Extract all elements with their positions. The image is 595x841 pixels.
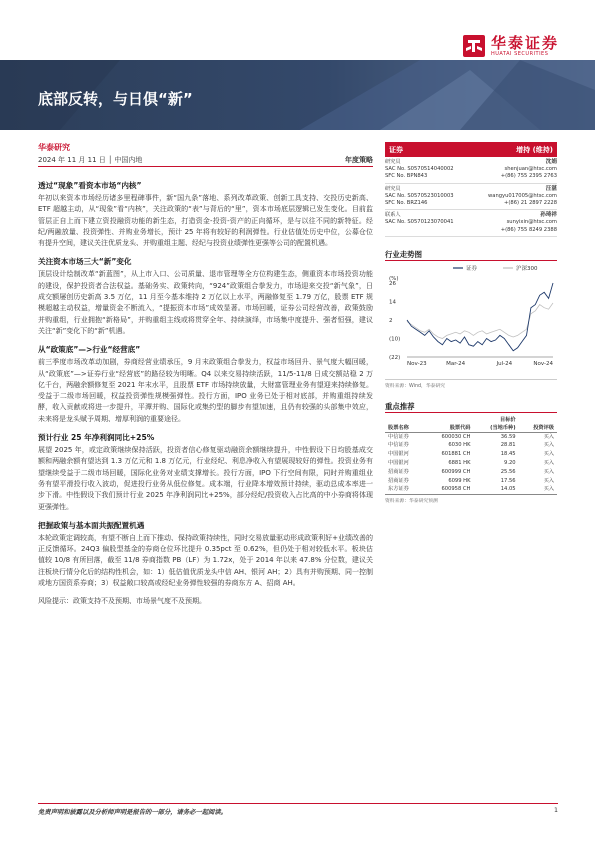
section-4	[38, 432, 373, 513]
analyst-name: 沈娟	[545, 159, 557, 165]
logo-name-en: HUATAI SECURITIES	[490, 51, 549, 57]
analyst-role: 研究员	[385, 185, 401, 192]
section-body: 展望 2025 年，或定政策继续保持活跃，投资者信心修复驱动融资余额继续提升，中性假设下日均股基成交额和两融余额有望达到 1.3 万亿元和 1.8 万亿元，行业经纪、利息净收入有望展现较好的弹性。投资业务有望继续受益于二级市场回暖，国际化业务对业绩支撑增长。投行方面，IPO 下行空间有限，同时并购重组业务有望平滑投行收入波动，促进投行业务从低位修复。成本端，行业降本增效预计持续，驱动总成本率进一步下滑。中性假设下我们预计行业 2025 年净利润同比+25%，部分经纪/投资收入占比高的中小券商将体现更强弹性。	[38, 446, 373, 511]
cell-price: 14.05	[473, 486, 518, 495]
analyst-email[interactable]: wangyu017005@htsc.com	[488, 192, 557, 199]
cell-name: 中信证券	[388, 442, 409, 449]
analyst-sfc: SFC No. BPN843	[385, 173, 428, 180]
page-footer	[38, 803, 558, 816]
cell-name: 中国银河	[388, 460, 409, 467]
risk-warning: 风险提示：政策支持不及预期、市场景气度不及预期。	[38, 597, 206, 606]
cell-code: 600999 CH	[441, 468, 471, 475]
report-title: 底部反转，与日俱“新”	[38, 90, 193, 108]
y-tick-label: 14	[389, 299, 396, 306]
section-title: 关注资本市场三大“新”变化	[38, 257, 132, 267]
table-row	[385, 432, 557, 441]
y-axis-label: (%)	[389, 275, 399, 282]
analyst-card	[385, 210, 557, 237]
x-tick-label: Nov-24	[533, 360, 553, 367]
section-2	[38, 256, 373, 337]
cell-name: 东方证券	[385, 486, 423, 495]
cell-rating: 买入	[543, 442, 554, 449]
industry-trend-chart	[385, 261, 557, 379]
rating-header	[385, 142, 557, 157]
cell-rating: 买入	[543, 460, 554, 467]
report-date-region: 2024 年 11 月 11 日 │ 中国内地	[38, 156, 143, 164]
sidebar	[385, 142, 557, 504]
section-title: 把握政策与基本面共振配置机遇	[38, 520, 145, 530]
chart-source: 资料来源：Wind，华泰研究	[385, 379, 557, 389]
table-row	[385, 459, 557, 468]
x-tick-label: Jul-24	[496, 360, 513, 367]
cell-price: 25.56	[500, 468, 516, 475]
analyst-sac: SAC No. S0570523010003	[385, 192, 454, 199]
meta-line	[38, 155, 373, 167]
cell-rating: 买入	[543, 477, 554, 484]
section-body: 年初以来资本市场经历诸多里程碑事件，新“国九条”落地、系列改革政策、创新工具支持、交投历史新高、ETF 超越主动，从“现象”看“内核”，关注政策的“表”与背后的“里”，资本市场底层逻辑已发生变化。目前监管层正自上而下建立资投融资功能的新生态，打造资金-投资-资产的正向循环，是与以往不同的新特征。经纪/两融放量、投资弹性、并购业务增长，预计 25 年将有较好的利润弹性。行业估值处历史中位，公募仓位有提升空间，建议关注优质龙头、并购重组主题、经纪与投资业绩弹性更强等公司的配置机遇。	[38, 194, 373, 248]
table-row	[385, 477, 557, 486]
analyst-phone: +(86) 755 8249 2388	[500, 226, 557, 233]
header-rating: 投资评级	[519, 424, 557, 433]
cell-price: 36.59	[500, 433, 516, 440]
main-content	[38, 180, 373, 607]
chart-title: 行业走势图	[385, 249, 557, 261]
y-tick-label: 26	[389, 280, 396, 287]
cell-rating: 买入	[543, 468, 554, 475]
legend-label: 沪深300	[516, 265, 538, 272]
cell-name: 招商证券	[388, 468, 409, 475]
huatai-logo-icon	[462, 34, 486, 58]
section-title: 透过“现象”看资本市场“内核”	[38, 181, 142, 190]
analyst-sac: SAC No. S0570123070041	[385, 219, 454, 226]
page-number: 1	[553, 807, 558, 814]
section-1	[38, 180, 373, 249]
analyst-sfc: SFC No. BRZ146	[385, 200, 428, 207]
table-header-group-row	[385, 416, 557, 424]
table-row	[385, 450, 557, 459]
cell-code: 600030 CH	[441, 433, 471, 440]
section-5	[38, 520, 373, 589]
section-3	[38, 344, 373, 425]
header-target-price: 目标价	[500, 417, 516, 424]
cell-rating: 买入	[543, 451, 554, 458]
analyst-card	[385, 157, 557, 184]
cell-name: 中国银河	[388, 451, 409, 458]
table-source: 资料来源：华泰研究预测	[385, 499, 438, 505]
cell-code: 6881 HK	[448, 460, 471, 467]
header-currency: (当地币种)	[473, 424, 518, 433]
recommend-table	[385, 416, 557, 496]
research-brand: 华泰研究	[38, 143, 70, 152]
series-line-sector	[407, 283, 553, 351]
rating-label: 增持 (维持)	[516, 145, 553, 154]
cell-code: 600958 CH	[423, 486, 473, 495]
sector-tag: 证券	[38, 48, 54, 57]
header-stock-name: 股票名称	[385, 424, 423, 433]
analyst-name: 孙琦祥	[540, 212, 557, 219]
section-body: 本轮政策定调较高，有望不断自上而下推动、保持政策持续性，同时交易放量驱动形成政策利好+业绩改善的正反馈循环。24Q3 偏股型基金的券商仓位环比提升 0.35pct 至 0.62%，但仍处于相对较低水平。板块估值较 10/8 有所回落，截至 11/8 券商指数 PB（LF）为 1.72x，处于 2014 年以来 47.8% 分位数，建议关注板块行情分化后的结构性机会，如：1）低估值优质龙头中信 AH、银河 AH；2）具有并购预期、同一控制或地方国资系券商；3）权益敞口较高或经纪业务弹性较强的券商东方 A、招商 AH。	[38, 533, 373, 588]
trend-chart-svg	[385, 261, 557, 379]
table-row	[385, 486, 557, 495]
analyst-name: 汪湛	[545, 185, 557, 192]
y-tick-label: (10)	[389, 336, 401, 343]
y-tick-label: (22)	[389, 354, 401, 361]
cell-price: 18.45	[500, 451, 516, 458]
cell-code: 601881 CH	[441, 451, 471, 458]
cell-price: 28.81	[500, 442, 516, 449]
analyst-role: 联系人	[385, 212, 401, 219]
section-body: 前三季度市场改革动加剧，券商经营业绩承压，9 月末政策组合拳发力，权益市场回升、景气度大幅回暖，从“政策底”—>证券行业“经营底”的路径较为明晰。Q4 以来交易持续活跃，11/5-11/8 日成交额站稳 2 万亿千台，两融余额修复至 2021 年末水平，且股票 ETF 市场持续放量，大财富管理业务有望迎来持续修复。受益于二级市场回暖，权益投资弹性规模强弹性。投行方面，IPO 业务已处于相对底部，并购重组持续发酵，收入贡献或将进一步提升，平潭并购、国际化或集约型的脚步有望加速，且仍有较强的头部集中效应，未来将是龙头赋予周期、增厚利润的重要途径。	[38, 358, 373, 423]
sidebar-sector: 证券	[389, 145, 403, 154]
analyst-card	[385, 184, 557, 211]
cell-code: 6099 HK	[448, 477, 471, 484]
analyst-role: 研究员	[385, 159, 401, 165]
table-row	[385, 442, 557, 451]
cell-name: 中信证券	[388, 433, 409, 440]
table-title: 重点推荐	[385, 401, 557, 413]
cell-code: 6030 HK	[448, 442, 471, 449]
analyst-email[interactable]: sunyixin@htsc.com	[506, 219, 557, 226]
company-logo	[462, 34, 559, 58]
legend-label: 证券	[466, 265, 478, 272]
section-body: 顶层设计绘制改革“新蓝图”，从上市入口、公司质量、退市管理等全方位构建生态，侧重资本市场投资功能的建设，保护投资者合法权益。基础务实、政策转向，“924”政策组合拳发力，市场迎来交投“新气象”，日成交额屡创历史新高 3.5 万亿，11 月至今基本维持 2 万亿以上水平，两融修复至 1.79 万亿，股票 ETF 规模超越主动权益，增量资金不断流入，“提振资本市场”成效显著。市场回暖，证券公司经营改善，政策鼓励并购重组，行业拥抱“新格局”，并购重组主线或将贯穿全年、持续演绎，市场集中度提升、强者恒强，建议关注“新”变化下的“新”机遇。	[38, 270, 373, 335]
cell-rating: 买入	[519, 486, 557, 495]
cell-rating: 买入	[543, 433, 554, 440]
analyst-phone: +(86) 21 2897 2228	[504, 200, 557, 207]
analyst-sac: SAC No. S0570514040002	[385, 166, 454, 173]
header-stock-code: 股票代码	[423, 424, 473, 433]
y-tick-label: 2	[389, 317, 393, 324]
cell-price: 9.20	[504, 460, 516, 467]
report-type: 年度策略	[345, 156, 373, 164]
logo-name-cn: 华泰证券	[490, 34, 559, 52]
section-title: 预计行业 25 年净利润同比+25%	[38, 433, 155, 443]
table-row	[385, 468, 557, 477]
x-tick-label: Mar-24	[446, 360, 466, 367]
analyst-phone: +(86) 755 2395 2763	[500, 173, 557, 180]
cell-name: 招商证券	[388, 477, 409, 484]
x-tick-label: Nov-23	[407, 360, 427, 367]
disclaimer: 免责声明和披露以及分析师声明是报告的一部分，请务必一起阅读。	[38, 809, 227, 816]
cell-price: 17.56	[500, 477, 516, 484]
section-title: 从“政策底”—>行业“经营底”	[38, 345, 141, 355]
table-header-row	[385, 424, 557, 433]
analyst-email[interactable]: shenjuan@htsc.com	[504, 166, 557, 173]
